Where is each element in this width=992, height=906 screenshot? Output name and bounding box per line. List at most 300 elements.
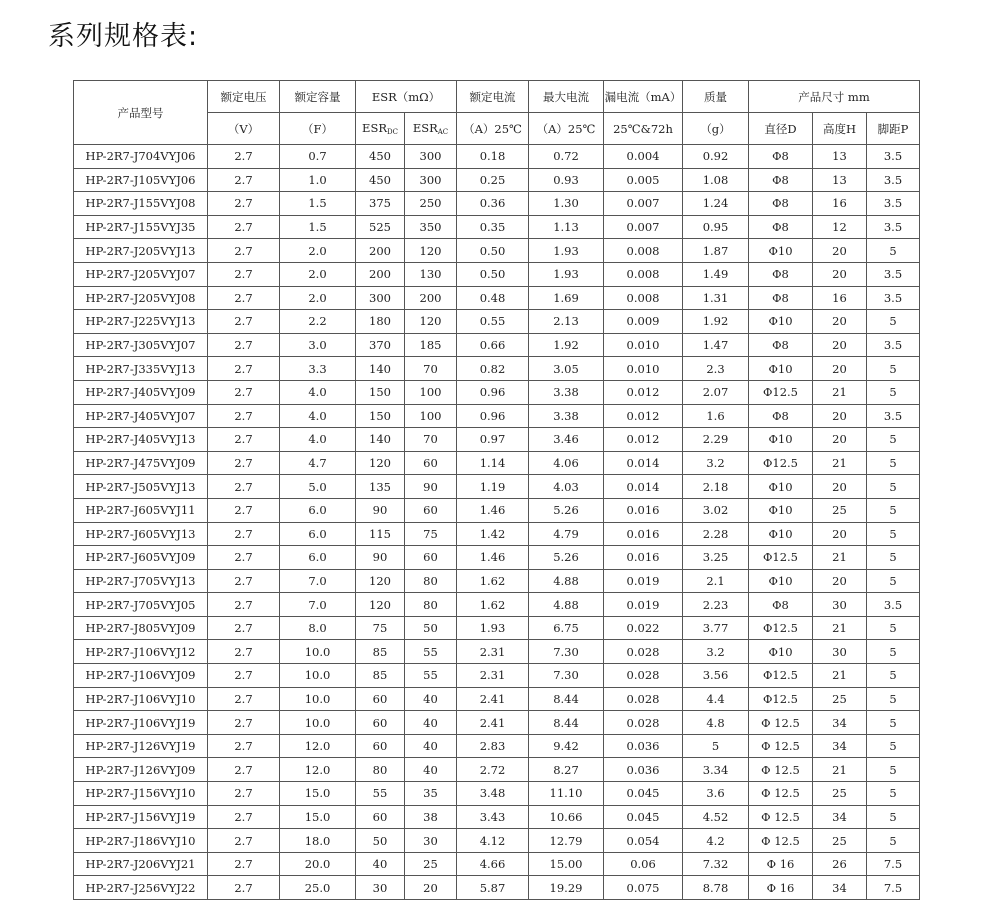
cell-model: HP-2R7-J205VYJ13 <box>74 239 208 263</box>
cell-voltage: 2.7 <box>208 145 280 169</box>
cell-height: 16 <box>813 286 867 310</box>
cell-mass: 3.2 <box>683 451 749 475</box>
table-row <box>74 498 920 522</box>
cell-voltage: 2.7 <box>208 404 280 428</box>
table-row <box>74 215 920 239</box>
cell-height: 21 <box>813 616 867 640</box>
cell-model: HP-2R7-J205VYJ07 <box>74 262 208 286</box>
cell-rated-current: 1.14 <box>457 451 529 475</box>
cell-pitch: 3.5 <box>867 215 920 239</box>
cell-leakage: 0.016 <box>604 546 683 570</box>
cell-leakage: 0.036 <box>604 734 683 758</box>
cell-esr-ac: 40 <box>405 758 457 782</box>
cell-pitch: 3.5 <box>867 593 920 617</box>
cell-diameter: Φ12.5 <box>749 451 813 475</box>
header-leakage: 漏电流（mA） <box>604 81 683 113</box>
cell-max-current: 2.13 <box>529 310 604 334</box>
cell-capacity: 5.0 <box>280 475 356 499</box>
cell-mass: 2.3 <box>683 357 749 381</box>
header-voltage: 额定电压 <box>208 81 280 113</box>
table-row <box>74 829 920 853</box>
cell-pitch: 7.5 <box>867 852 920 876</box>
cell-esr-dc: 60 <box>356 734 405 758</box>
cell-diameter: Φ10 <box>749 239 813 263</box>
header-esr-dc <box>356 113 405 145</box>
cell-esr-dc: 55 <box>356 782 405 806</box>
cell-esr-dc: 450 <box>356 145 405 169</box>
cell-esr-ac: 35 <box>405 782 457 806</box>
cell-pitch: 3.5 <box>867 262 920 286</box>
cell-leakage: 0.022 <box>604 616 683 640</box>
cell-height: 13 <box>813 168 867 192</box>
header-capacity-unit: （F） <box>280 113 356 145</box>
cell-esr-ac: 50 <box>405 616 457 640</box>
cell-voltage: 2.7 <box>208 357 280 381</box>
cell-pitch: 5 <box>867 829 920 853</box>
cell-capacity: 10.0 <box>280 687 356 711</box>
cell-model: HP-2R7-J605VYJ11 <box>74 498 208 522</box>
cell-leakage: 0.019 <box>604 593 683 617</box>
cell-diameter: Φ8 <box>749 404 813 428</box>
cell-diameter: Φ10 <box>749 357 813 381</box>
cell-mass: 0.95 <box>683 215 749 239</box>
cell-esr-ac: 350 <box>405 215 457 239</box>
cell-leakage: 0.010 <box>604 357 683 381</box>
cell-mass: 2.29 <box>683 428 749 452</box>
cell-esr-ac: 185 <box>405 333 457 357</box>
cell-voltage: 2.7 <box>208 758 280 782</box>
cell-pitch: 3.5 <box>867 192 920 216</box>
cell-diameter: Φ10 <box>749 522 813 546</box>
cell-pitch: 3.5 <box>867 333 920 357</box>
cell-leakage: 0.012 <box>604 404 683 428</box>
cell-voltage: 2.7 <box>208 428 280 452</box>
cell-diameter: Φ10 <box>749 569 813 593</box>
cell-leakage: 0.036 <box>604 758 683 782</box>
cell-leakage: 0.028 <box>604 640 683 664</box>
cell-diameter: Φ8 <box>749 286 813 310</box>
table-row <box>74 805 920 829</box>
cell-pitch: 5 <box>867 380 920 404</box>
cell-esr-dc: 150 <box>356 380 405 404</box>
cell-capacity: 7.0 <box>280 593 356 617</box>
cell-diameter: Φ 12.5 <box>749 829 813 853</box>
table-row <box>74 687 920 711</box>
cell-capacity: 6.0 <box>280 546 356 570</box>
cell-leakage: 0.012 <box>604 428 683 452</box>
cell-diameter: Φ 16 <box>749 876 813 900</box>
cell-pitch: 5 <box>867 758 920 782</box>
cell-leakage: 0.016 <box>604 522 683 546</box>
cell-capacity: 12.0 <box>280 734 356 758</box>
cell-height: 34 <box>813 876 867 900</box>
cell-model: HP-2R7-J405VYJ09 <box>74 380 208 404</box>
cell-voltage: 2.7 <box>208 734 280 758</box>
cell-leakage: 0.007 <box>604 192 683 216</box>
cell-esr-ac: 20 <box>405 876 457 900</box>
cell-pitch: 5 <box>867 451 920 475</box>
cell-esr-dc: 370 <box>356 333 405 357</box>
cell-voltage: 2.7 <box>208 168 280 192</box>
cell-rated-current: 1.46 <box>457 546 529 570</box>
cell-model: HP-2R7-J405VYJ13 <box>74 428 208 452</box>
cell-leakage: 0.028 <box>604 711 683 735</box>
header-height: 高度H <box>813 113 867 145</box>
cell-max-current: 8.44 <box>529 687 604 711</box>
cell-rated-current: 1.42 <box>457 522 529 546</box>
cell-diameter: Φ10 <box>749 498 813 522</box>
cell-model: HP-2R7-J126VYJ09 <box>74 758 208 782</box>
cell-height: 25 <box>813 687 867 711</box>
cell-voltage: 2.7 <box>208 286 280 310</box>
cell-rated-current: 0.48 <box>457 286 529 310</box>
cell-voltage: 2.7 <box>208 215 280 239</box>
cell-max-current: 4.06 <box>529 451 604 475</box>
cell-pitch: 7.5 <box>867 876 920 900</box>
cell-height: 21 <box>813 451 867 475</box>
cell-pitch: 3.5 <box>867 145 920 169</box>
cell-model: HP-2R7-J106VYJ19 <box>74 711 208 735</box>
cell-esr-dc: 60 <box>356 805 405 829</box>
cell-esr-dc: 85 <box>356 664 405 688</box>
cell-pitch: 5 <box>867 664 920 688</box>
cell-esr-ac: 200 <box>405 286 457 310</box>
cell-model: HP-2R7-J105VYJ06 <box>74 168 208 192</box>
cell-esr-dc: 120 <box>356 593 405 617</box>
cell-leakage: 0.028 <box>604 687 683 711</box>
table-row <box>74 593 920 617</box>
cell-leakage: 0.012 <box>604 380 683 404</box>
cell-height: 34 <box>813 711 867 735</box>
cell-voltage: 2.7 <box>208 711 280 735</box>
cell-max-current: 15.00 <box>529 852 604 876</box>
cell-rated-current: 0.96 <box>457 404 529 428</box>
cell-voltage: 2.7 <box>208 805 280 829</box>
cell-mass: 1.08 <box>683 168 749 192</box>
cell-voltage: 2.7 <box>208 498 280 522</box>
table-row <box>74 451 920 475</box>
cell-pitch: 5 <box>867 498 920 522</box>
cell-mass: 1.24 <box>683 192 749 216</box>
cell-max-current: 0.93 <box>529 168 604 192</box>
cell-voltage: 2.7 <box>208 451 280 475</box>
cell-rated-current: 0.96 <box>457 380 529 404</box>
cell-capacity: 4.0 <box>280 428 356 452</box>
cell-mass: 3.2 <box>683 640 749 664</box>
header-size: 产品尺寸 mm <box>749 81 920 113</box>
cell-diameter: Φ10 <box>749 310 813 334</box>
cell-esr-dc: 50 <box>356 829 405 853</box>
cell-height: 21 <box>813 380 867 404</box>
cell-mass: 1.87 <box>683 239 749 263</box>
cell-diameter: Φ8 <box>749 333 813 357</box>
cell-rated-current: 0.82 <box>457 357 529 381</box>
cell-height: 20 <box>813 310 867 334</box>
cell-max-current: 8.27 <box>529 758 604 782</box>
cell-max-current: 3.38 <box>529 380 604 404</box>
cell-max-current: 12.79 <box>529 829 604 853</box>
cell-esr-dc: 450 <box>356 168 405 192</box>
cell-pitch: 5 <box>867 782 920 806</box>
header-max-current-unit: （A）25℃ <box>529 113 604 145</box>
cell-voltage: 2.7 <box>208 640 280 664</box>
cell-capacity: 10.0 <box>280 664 356 688</box>
table-row <box>74 876 920 900</box>
cell-voltage: 2.7 <box>208 569 280 593</box>
cell-diameter: Φ12.5 <box>749 546 813 570</box>
cell-esr-ac: 55 <box>405 640 457 664</box>
cell-leakage: 0.014 <box>604 475 683 499</box>
cell-max-current: 5.26 <box>529 546 604 570</box>
table-row <box>74 262 920 286</box>
cell-height: 21 <box>813 664 867 688</box>
cell-diameter: Φ10 <box>749 475 813 499</box>
header-voltage-unit: （V） <box>208 113 280 145</box>
cell-voltage: 2.7 <box>208 239 280 263</box>
cell-diameter: Φ12.5 <box>749 380 813 404</box>
cell-height: 20 <box>813 404 867 428</box>
cell-model: HP-2R7-J155VYJ35 <box>74 215 208 239</box>
cell-rated-current: 2.31 <box>457 640 529 664</box>
cell-capacity: 20.0 <box>280 852 356 876</box>
page-title: 系列规格表: <box>48 21 199 52</box>
cell-mass: 4.2 <box>683 829 749 853</box>
cell-rated-current: 3.43 <box>457 805 529 829</box>
cell-diameter: Φ 12.5 <box>749 758 813 782</box>
cell-rated-current: 0.25 <box>457 168 529 192</box>
cell-height: 26 <box>813 852 867 876</box>
cell-height: 20 <box>813 569 867 593</box>
cell-capacity: 10.0 <box>280 711 356 735</box>
cell-mass: 4.52 <box>683 805 749 829</box>
cell-capacity: 15.0 <box>280 805 356 829</box>
cell-rated-current: 0.66 <box>457 333 529 357</box>
cell-height: 34 <box>813 734 867 758</box>
cell-leakage: 0.008 <box>604 286 683 310</box>
cell-mass: 2.07 <box>683 380 749 404</box>
table-row <box>74 852 920 876</box>
cell-esr-dc: 140 <box>356 357 405 381</box>
cell-leakage: 0.028 <box>604 664 683 688</box>
table-row <box>74 145 920 169</box>
cell-pitch: 5 <box>867 475 920 499</box>
cell-voltage: 2.7 <box>208 475 280 499</box>
cell-height: 20 <box>813 475 867 499</box>
cell-voltage: 2.7 <box>208 380 280 404</box>
cell-capacity: 4.0 <box>280 380 356 404</box>
cell-esr-ac: 100 <box>405 380 457 404</box>
cell-rated-current: 4.12 <box>457 829 529 853</box>
cell-capacity: 2.0 <box>280 262 356 286</box>
cell-esr-dc: 120 <box>356 569 405 593</box>
cell-mass: 5 <box>683 734 749 758</box>
cell-esr-ac: 300 <box>405 168 457 192</box>
cell-esr-dc: 80 <box>356 758 405 782</box>
cell-max-current: 11.10 <box>529 782 604 806</box>
cell-rated-current: 2.41 <box>457 687 529 711</box>
table-row <box>74 428 920 452</box>
table-row <box>74 522 920 546</box>
cell-voltage: 2.7 <box>208 310 280 334</box>
table-row <box>74 758 920 782</box>
table-row <box>74 475 920 499</box>
cell-pitch: 3.5 <box>867 286 920 310</box>
cell-esr-dc: 135 <box>356 475 405 499</box>
cell-mass: 4.8 <box>683 711 749 735</box>
cell-max-current: 1.69 <box>529 286 604 310</box>
cell-voltage: 2.7 <box>208 262 280 286</box>
cell-esr-ac: 25 <box>405 852 457 876</box>
cell-pitch: 3.5 <box>867 168 920 192</box>
cell-capacity: 7.0 <box>280 569 356 593</box>
cell-esr-ac: 40 <box>405 687 457 711</box>
cell-esr-dc: 375 <box>356 192 405 216</box>
cell-diameter: Φ8 <box>749 262 813 286</box>
cell-esr-dc: 60 <box>356 687 405 711</box>
cell-capacity: 1.5 <box>280 192 356 216</box>
header-pitch: 脚距P <box>867 113 920 145</box>
cell-mass: 2.1 <box>683 569 749 593</box>
spec-table <box>73 80 920 900</box>
cell-pitch: 5 <box>867 687 920 711</box>
cell-model: HP-2R7-J705VYJ05 <box>74 593 208 617</box>
cell-leakage: 0.007 <box>604 215 683 239</box>
cell-mass: 2.28 <box>683 522 749 546</box>
table-row <box>74 168 920 192</box>
cell-diameter: Φ12.5 <box>749 664 813 688</box>
cell-pitch: 5 <box>867 640 920 664</box>
cell-pitch: 5 <box>867 428 920 452</box>
cell-pitch: 5 <box>867 569 920 593</box>
cell-pitch: 5 <box>867 522 920 546</box>
cell-model: HP-2R7-J335VYJ13 <box>74 357 208 381</box>
cell-mass: 4.4 <box>683 687 749 711</box>
cell-max-current: 4.03 <box>529 475 604 499</box>
cell-mass: 2.23 <box>683 593 749 617</box>
cell-leakage: 0.010 <box>604 333 683 357</box>
cell-model: HP-2R7-J505VYJ13 <box>74 475 208 499</box>
cell-height: 20 <box>813 262 867 286</box>
cell-height: 21 <box>813 758 867 782</box>
cell-height: 34 <box>813 805 867 829</box>
cell-height: 20 <box>813 522 867 546</box>
cell-voltage: 2.7 <box>208 852 280 876</box>
cell-esr-ac: 100 <box>405 404 457 428</box>
cell-rated-current: 3.48 <box>457 782 529 806</box>
cell-esr-ac: 38 <box>405 805 457 829</box>
cell-model: HP-2R7-J186VYJ10 <box>74 829 208 853</box>
cell-esr-ac: 120 <box>405 239 457 263</box>
cell-max-current: 1.13 <box>529 215 604 239</box>
cell-max-current: 3.38 <box>529 404 604 428</box>
table-row <box>74 380 920 404</box>
cell-leakage: 0.075 <box>604 876 683 900</box>
cell-capacity: 12.0 <box>280 758 356 782</box>
cell-max-current: 5.26 <box>529 498 604 522</box>
cell-leakage: 0.016 <box>604 498 683 522</box>
cell-esr-dc: 40 <box>356 852 405 876</box>
cell-pitch: 5 <box>867 239 920 263</box>
cell-rated-current: 0.18 <box>457 145 529 169</box>
cell-rated-current: 1.62 <box>457 593 529 617</box>
header-diameter: 直径D <box>749 113 813 145</box>
table-body <box>74 145 920 900</box>
cell-capacity: 2.0 <box>280 239 356 263</box>
cell-pitch: 5 <box>867 546 920 570</box>
cell-max-current: 1.93 <box>529 262 604 286</box>
table-row <box>74 711 920 735</box>
cell-capacity: 8.0 <box>280 616 356 640</box>
header-esr-ac <box>405 113 457 145</box>
cell-height: 25 <box>813 782 867 806</box>
table-row <box>74 286 920 310</box>
cell-esr-ac: 40 <box>405 734 457 758</box>
esr-dc-label: ESR <box>362 121 387 135</box>
cell-height: 12 <box>813 215 867 239</box>
cell-voltage: 2.7 <box>208 593 280 617</box>
cell-voltage: 2.7 <box>208 192 280 216</box>
cell-voltage: 2.7 <box>208 687 280 711</box>
cell-esr-dc: 180 <box>356 310 405 334</box>
cell-max-current: 4.88 <box>529 569 604 593</box>
cell-leakage: 0.019 <box>604 569 683 593</box>
cell-mass: 1.6 <box>683 404 749 428</box>
cell-max-current: 1.92 <box>529 333 604 357</box>
cell-diameter: Φ12.5 <box>749 616 813 640</box>
cell-leakage: 0.045 <box>604 805 683 829</box>
table-row <box>74 640 920 664</box>
cell-esr-ac: 60 <box>405 498 457 522</box>
cell-model: HP-2R7-J205VYJ08 <box>74 286 208 310</box>
table-row <box>74 569 920 593</box>
cell-diameter: Φ8 <box>749 215 813 239</box>
cell-esr-dc: 115 <box>356 522 405 546</box>
cell-esr-ac: 40 <box>405 711 457 735</box>
cell-leakage: 0.005 <box>604 168 683 192</box>
cell-mass: 1.31 <box>683 286 749 310</box>
table-row <box>74 239 920 263</box>
table-row <box>74 782 920 806</box>
header-leakage-unit: 25℃&72h <box>604 113 683 145</box>
cell-capacity: 15.0 <box>280 782 356 806</box>
cell-diameter: Φ 12.5 <box>749 711 813 735</box>
cell-capacity: 2.0 <box>280 286 356 310</box>
cell-voltage: 2.7 <box>208 522 280 546</box>
cell-max-current: 10.66 <box>529 805 604 829</box>
header-rated-current-unit: （A）25℃ <box>457 113 529 145</box>
cell-model: HP-2R7-J156VYJ19 <box>74 805 208 829</box>
cell-esr-dc: 120 <box>356 451 405 475</box>
cell-capacity: 0.7 <box>280 145 356 169</box>
cell-esr-dc: 140 <box>356 428 405 452</box>
cell-capacity: 3.0 <box>280 333 356 357</box>
cell-max-current: 7.30 <box>529 664 604 688</box>
cell-model: HP-2R7-J805VYJ09 <box>74 616 208 640</box>
cell-voltage: 2.7 <box>208 546 280 570</box>
cell-capacity: 1.0 <box>280 168 356 192</box>
esr-dc-subscript: DC <box>386 128 398 136</box>
cell-esr-dc: 300 <box>356 286 405 310</box>
cell-leakage: 0.045 <box>604 782 683 806</box>
cell-rated-current: 0.97 <box>457 428 529 452</box>
cell-model: HP-2R7-J106VYJ12 <box>74 640 208 664</box>
cell-model: HP-2R7-J106VYJ09 <box>74 664 208 688</box>
cell-capacity: 1.5 <box>280 215 356 239</box>
cell-mass: 0.92 <box>683 145 749 169</box>
cell-diameter: Φ10 <box>749 640 813 664</box>
cell-max-current: 3.46 <box>529 428 604 452</box>
cell-voltage: 2.7 <box>208 616 280 640</box>
